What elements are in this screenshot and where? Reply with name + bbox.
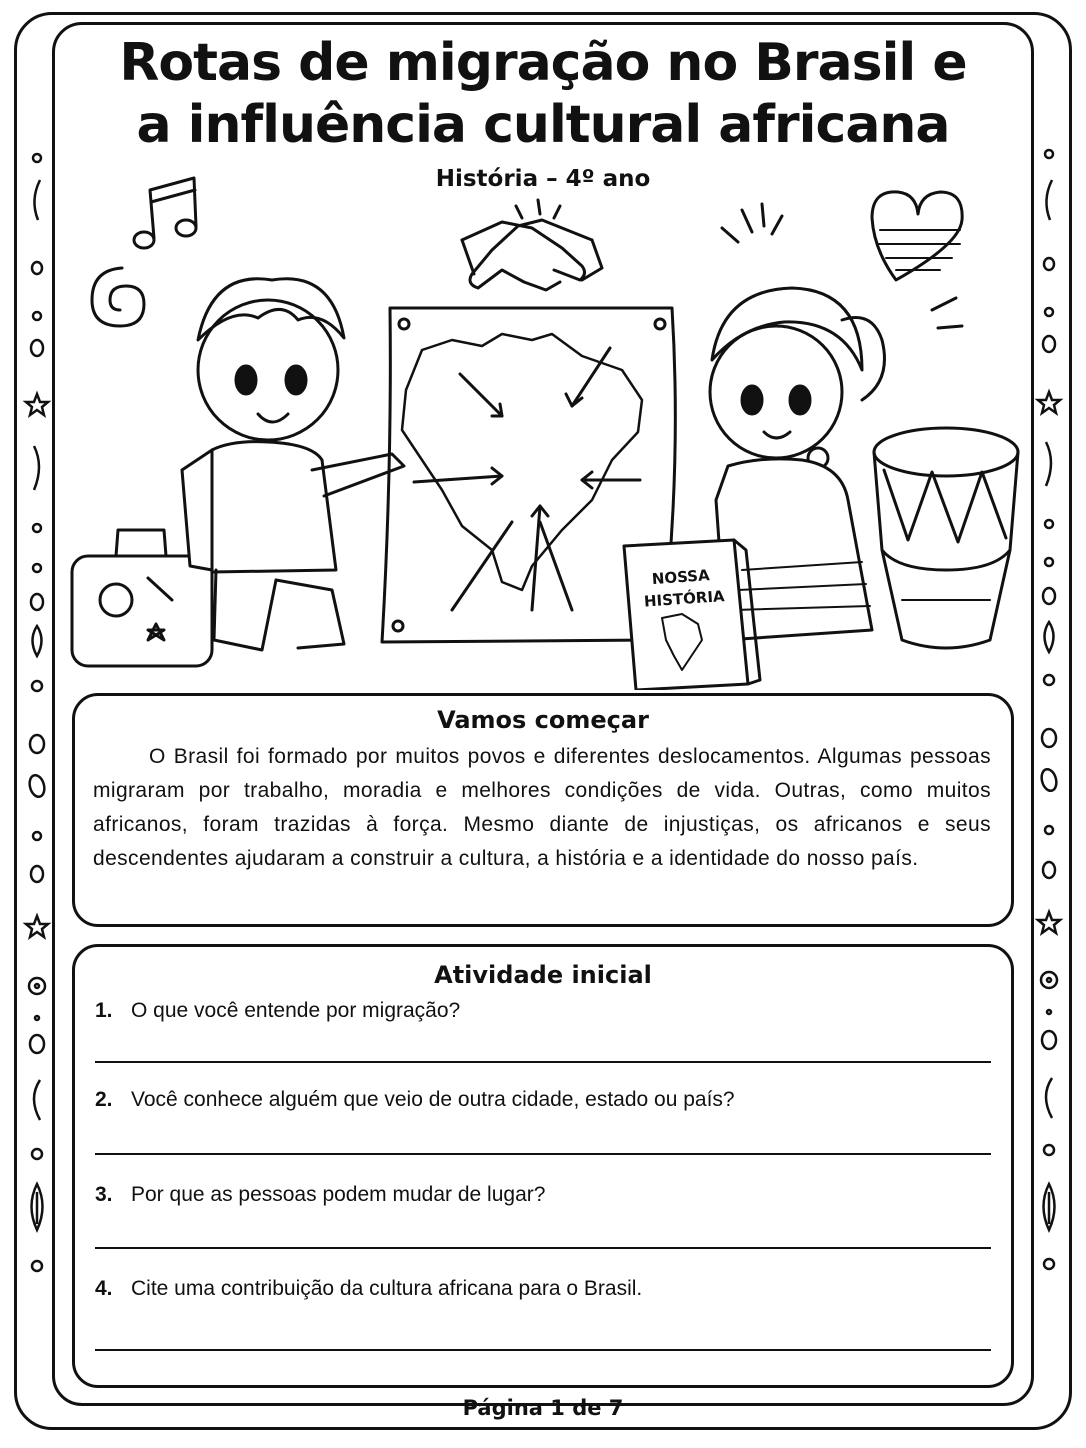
- question-text: O que você entende por migração?: [131, 999, 461, 1022]
- answer-line-3[interactable]: [95, 1247, 991, 1249]
- question-text: Por que as pessoas podem mudar de lugar?: [131, 1183, 546, 1206]
- boy-figure: [182, 279, 404, 650]
- handshake-icon: [462, 200, 602, 290]
- question-number: 4.: [95, 1277, 113, 1300]
- question-text: Você conhece alguém que veio de outra cidade, estado ou país?: [131, 1088, 735, 1111]
- answer-line-2[interactable]: [95, 1153, 991, 1155]
- question-2: [95, 1088, 987, 1112]
- title-line-1: Rotas de migração no Brasil e: [119, 33, 967, 93]
- intro-heading: Vamos começar: [437, 706, 649, 734]
- question-3: [95, 1183, 987, 1207]
- heart-icon: [872, 192, 962, 280]
- header-illustration: [62, 170, 1022, 690]
- book-title-line-1: NOSSA: [651, 566, 711, 589]
- activity-heading: Atividade inicial: [434, 961, 652, 989]
- question-number: 2.: [95, 1088, 113, 1111]
- page-number: Página 1 de 7: [462, 1396, 624, 1420]
- answer-line-1[interactable]: [95, 1061, 991, 1063]
- book-title-line-2: HISTÓRIA: [643, 587, 726, 611]
- page-title: [100, 32, 986, 156]
- question-number: 1.: [95, 999, 113, 1022]
- right-decorative-border: [1034, 140, 1064, 1280]
- question-4: [95, 1277, 987, 1301]
- music-notes-icon: [134, 178, 196, 248]
- drum-icon: [874, 428, 1018, 648]
- question-1: [95, 999, 987, 1023]
- subtitle: História – 4º ano: [435, 166, 651, 192]
- question-number: 3.: [95, 1183, 113, 1206]
- activity-panel: [72, 944, 1014, 1388]
- intro-panel: [72, 693, 1014, 927]
- left-decorative-border: [22, 140, 52, 1280]
- answer-line-4[interactable]: [95, 1349, 991, 1351]
- intro-text: O Brasil foi formado por muitos povos e diferentes deslocamentos. Algumas pessoas migraram por trabalho, moradia e melhores condições de vida. Outras, como muitos africanos, foram trazidas à força. Mesmo diante de injustiças, os africanos e seus descendentes ajudaram a construir a cultura, a história e a identidade do nosso país.: [93, 745, 991, 870]
- question-text: Cite uma contribuição da cultura africana para o Brasil.: [131, 1277, 643, 1300]
- spiral-icon: [92, 268, 144, 326]
- title-line-2: a influência cultural africana: [136, 95, 950, 155]
